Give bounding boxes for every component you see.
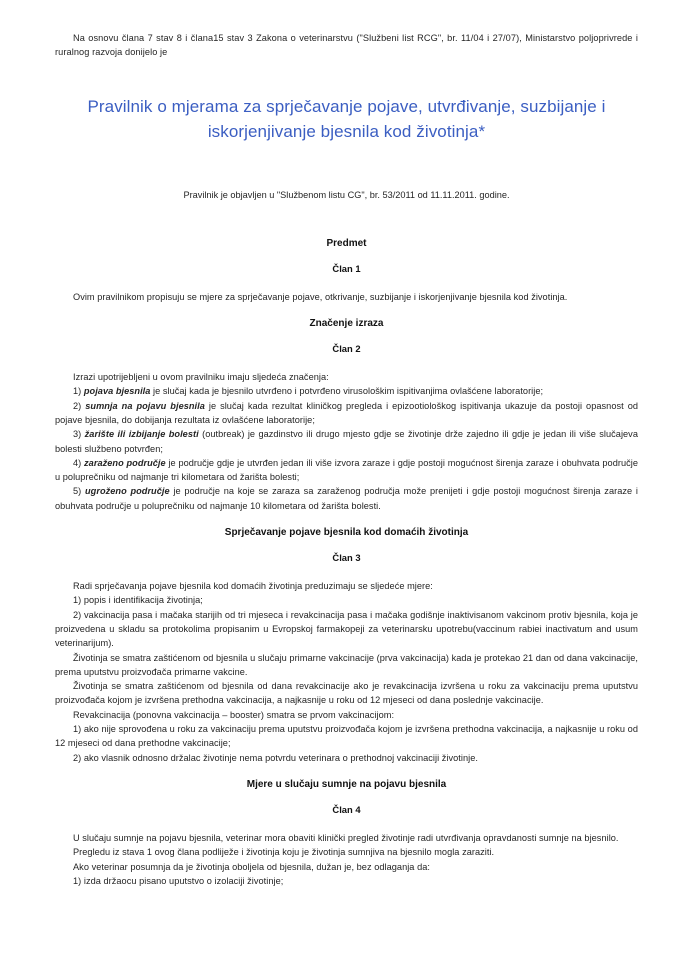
definition-number: 3)	[73, 429, 82, 440]
definition-text: je područje na koje se zaraza sa zaraženog područja može prenijeti i gdje postoji mogućnost širenja zaraze i obuhvata područje u poluprečniku od najmanje 10 kilometara od žarišta bolesti.	[55, 486, 638, 511]
paragraph-s1-p1: Ovim pravilnikom propisuju se mjere za sprječavanje pojave, otkrivanje, suzbijanje i iskorjenjivanje bjesnila kod životinja.	[73, 291, 568, 302]
spacer	[55, 249, 638, 263]
list-item-s3-4: 2) ako vlasnik odnosno držalac životinje nema potvrdu veterinara o prethodnoj vakcinaciji životinje.	[73, 752, 478, 763]
preamble-text: Na osnovu člana 7 stav 8 i člana15 stav 3 Zakona o veterinarstvu ("Službeni list RCG", br. 11/04 i 27/07), Ministarstvo poljoprivrede i ruralnog razvoja donijelo je	[55, 33, 638, 58]
spacer	[55, 354, 638, 370]
article-heading-clan-2: Član 2	[332, 343, 361, 355]
section-heading-znacenje-izraza: Značenje izraza	[309, 318, 384, 330]
paragraph-s4-p2: Pregledu iz stava 1 ovog člana podliježe i životinja koju je životinja sumnjiva na bjesnilo mogla zaraziti.	[73, 847, 495, 858]
definition-term: ugroženo područje	[85, 486, 170, 497]
paragraph-s3-p1: Životinja se smatra zaštićenom od bjesnila u slučaju primarne vakcinacije (prva vakcinacija) kada je protekao 21 dan od dana vakcinacije, prema uputstvu proizvođača primarne vakcine.	[55, 652, 638, 677]
definition-term: zaraženo područje	[84, 457, 166, 468]
page-title: Pravilnik o mjerama za sprječavanje pojave, utvrđivanje, suzbijanje i iskorjenjivanje bjesnila kod životinja*	[87, 96, 606, 141]
spacer	[55, 765, 638, 779]
paragraph-s4-p3: Ako veterinar posumnja da je životinja oboljela od bjesnila, dužan je, bez odlaganja da:	[73, 861, 430, 872]
definition-term: žarište ili izbijanje bolesti	[84, 429, 199, 440]
definition-text: je područje gdje je utvrđen jedan ili više izvora zaraze i gdje postoji mogućnost širenja zaraze i obuhvata područje u poluprečniku od najmanje tri kilometara od žarišta bolesti;	[55, 457, 638, 483]
spacer	[55, 513, 638, 527]
section-heading-mjere-sumnja: Mjere u slučaju sumnje na pojavu bjesnila	[246, 778, 447, 790]
article-heading-clan-4: Član 4	[332, 803, 361, 815]
paragraph-s3-p3: Revakcinacija (ponovna vakcinacija – booster) smatra se prvom vakcinacijom:	[73, 709, 395, 720]
spacer	[55, 790, 638, 804]
definition-term: pojava bjesnila	[83, 386, 151, 397]
spacer	[55, 304, 638, 318]
list-item-s3-2: 2) vakcinacija pasa i mačaka starijih od tri mjeseca i revakcinacija pasa i mačaka godišnje inaktivisanom vakcinom protiv bjesnila, koja je proizvedena u skladu sa protokolima propisanim u Evropskoj farmakopeji za veterinarsku upotrebu(vaccinum rabiei inactivatum and usum veterinarijum).	[55, 609, 638, 649]
spacer	[55, 815, 638, 831]
article-heading-clan-1: Član 1	[332, 262, 361, 274]
definition-text: je slučaj kada rezultat kliničkog pregleda i epizootiološkog ispitivanja ukazuje da postoji opasnost od pojave bjesnila, do dobijanja rezultata iz ovlašćene laboratorije;	[55, 400, 639, 425]
publication-note: Pravilnik je objavljen u "Službenom listu CG", br. 53/2011 od 11.11.2011. godine.	[183, 189, 510, 200]
definition-item	[55, 484, 638, 513]
paragraph-s3-intro: Radi sprječavanja pojave bjesnila kod domaćih životinja preduzimaju se sljedeće mjere:	[73, 581, 433, 592]
section-heading-sprjecavanje: Sprječavanje pojave bjesnila kod domaćih životinja	[224, 527, 469, 539]
definition-item	[55, 384, 638, 398]
definition-number: 4)	[73, 457, 82, 468]
definition-text: je slučaj kada je bjesnilo utvrđeno i potvrđeno virusološkim ispitivanjima ovlašćene laboratorije;	[150, 386, 544, 397]
article-heading-clan-3: Član 3	[332, 552, 361, 564]
definition-item	[55, 456, 638, 485]
definition-number: 5)	[73, 486, 82, 497]
spacer	[55, 538, 638, 552]
list-item-s3-3: 1) ako nije sprovođena u roku za vakcinaciju prema uputstvu proizvođača kojom je izvršena prethodna vakcinacija, a najkasnije u roku od 12 mjeseci od dana prethodne vakcinacije;	[55, 724, 638, 749]
spacer	[55, 202, 638, 238]
definition-number: 1)	[73, 386, 82, 397]
definition-item	[55, 399, 638, 428]
definition-text: (outbreak) je gazdinstvo ili drugo mjesto gdje se životinje drže zajedno ili gdje je jedan ili više slučajeva bolesti službeno potvrđen;	[55, 429, 638, 454]
list-item-s4-1: 1) izda držaocu pisano uputstvo o izolaciji životinje;	[73, 875, 284, 886]
spacer	[55, 274, 638, 290]
definition-term: sumnja na pojavu bjesnila	[85, 400, 205, 411]
section-heading-predmet: Predmet	[326, 237, 367, 249]
definition-item	[55, 427, 638, 456]
paragraph-s2-intro: Izrazi upotrijebljeni u ovom pravilniku imaju sljedeća značenja:	[73, 372, 329, 383]
spacer	[55, 329, 638, 343]
definition-number: 2)	[73, 400, 82, 411]
paragraph-s3-p2: Životinja se smatra zaštićenom od bjesnila od dana revakcinacije ako je revakcinacija izvršena u roku za vakcinaciju prema uputstvu proizvođača kojom je izvršena prethodna vakcinacija, a najkasnije u roku od 12 mjeseci od dana poslednje vakcinacije.	[55, 681, 638, 706]
paragraph-s4-p1: U slučaju sumnje na pojavu bjesnila, veterinar mora obaviti klinički pregled životinje radi utvrđivanja opravdanosti sumnje na bjesnilo.	[73, 832, 619, 843]
spacer	[55, 563, 638, 579]
list-item-s3-1: 1) popis i identifikacija životinja;	[73, 595, 203, 606]
